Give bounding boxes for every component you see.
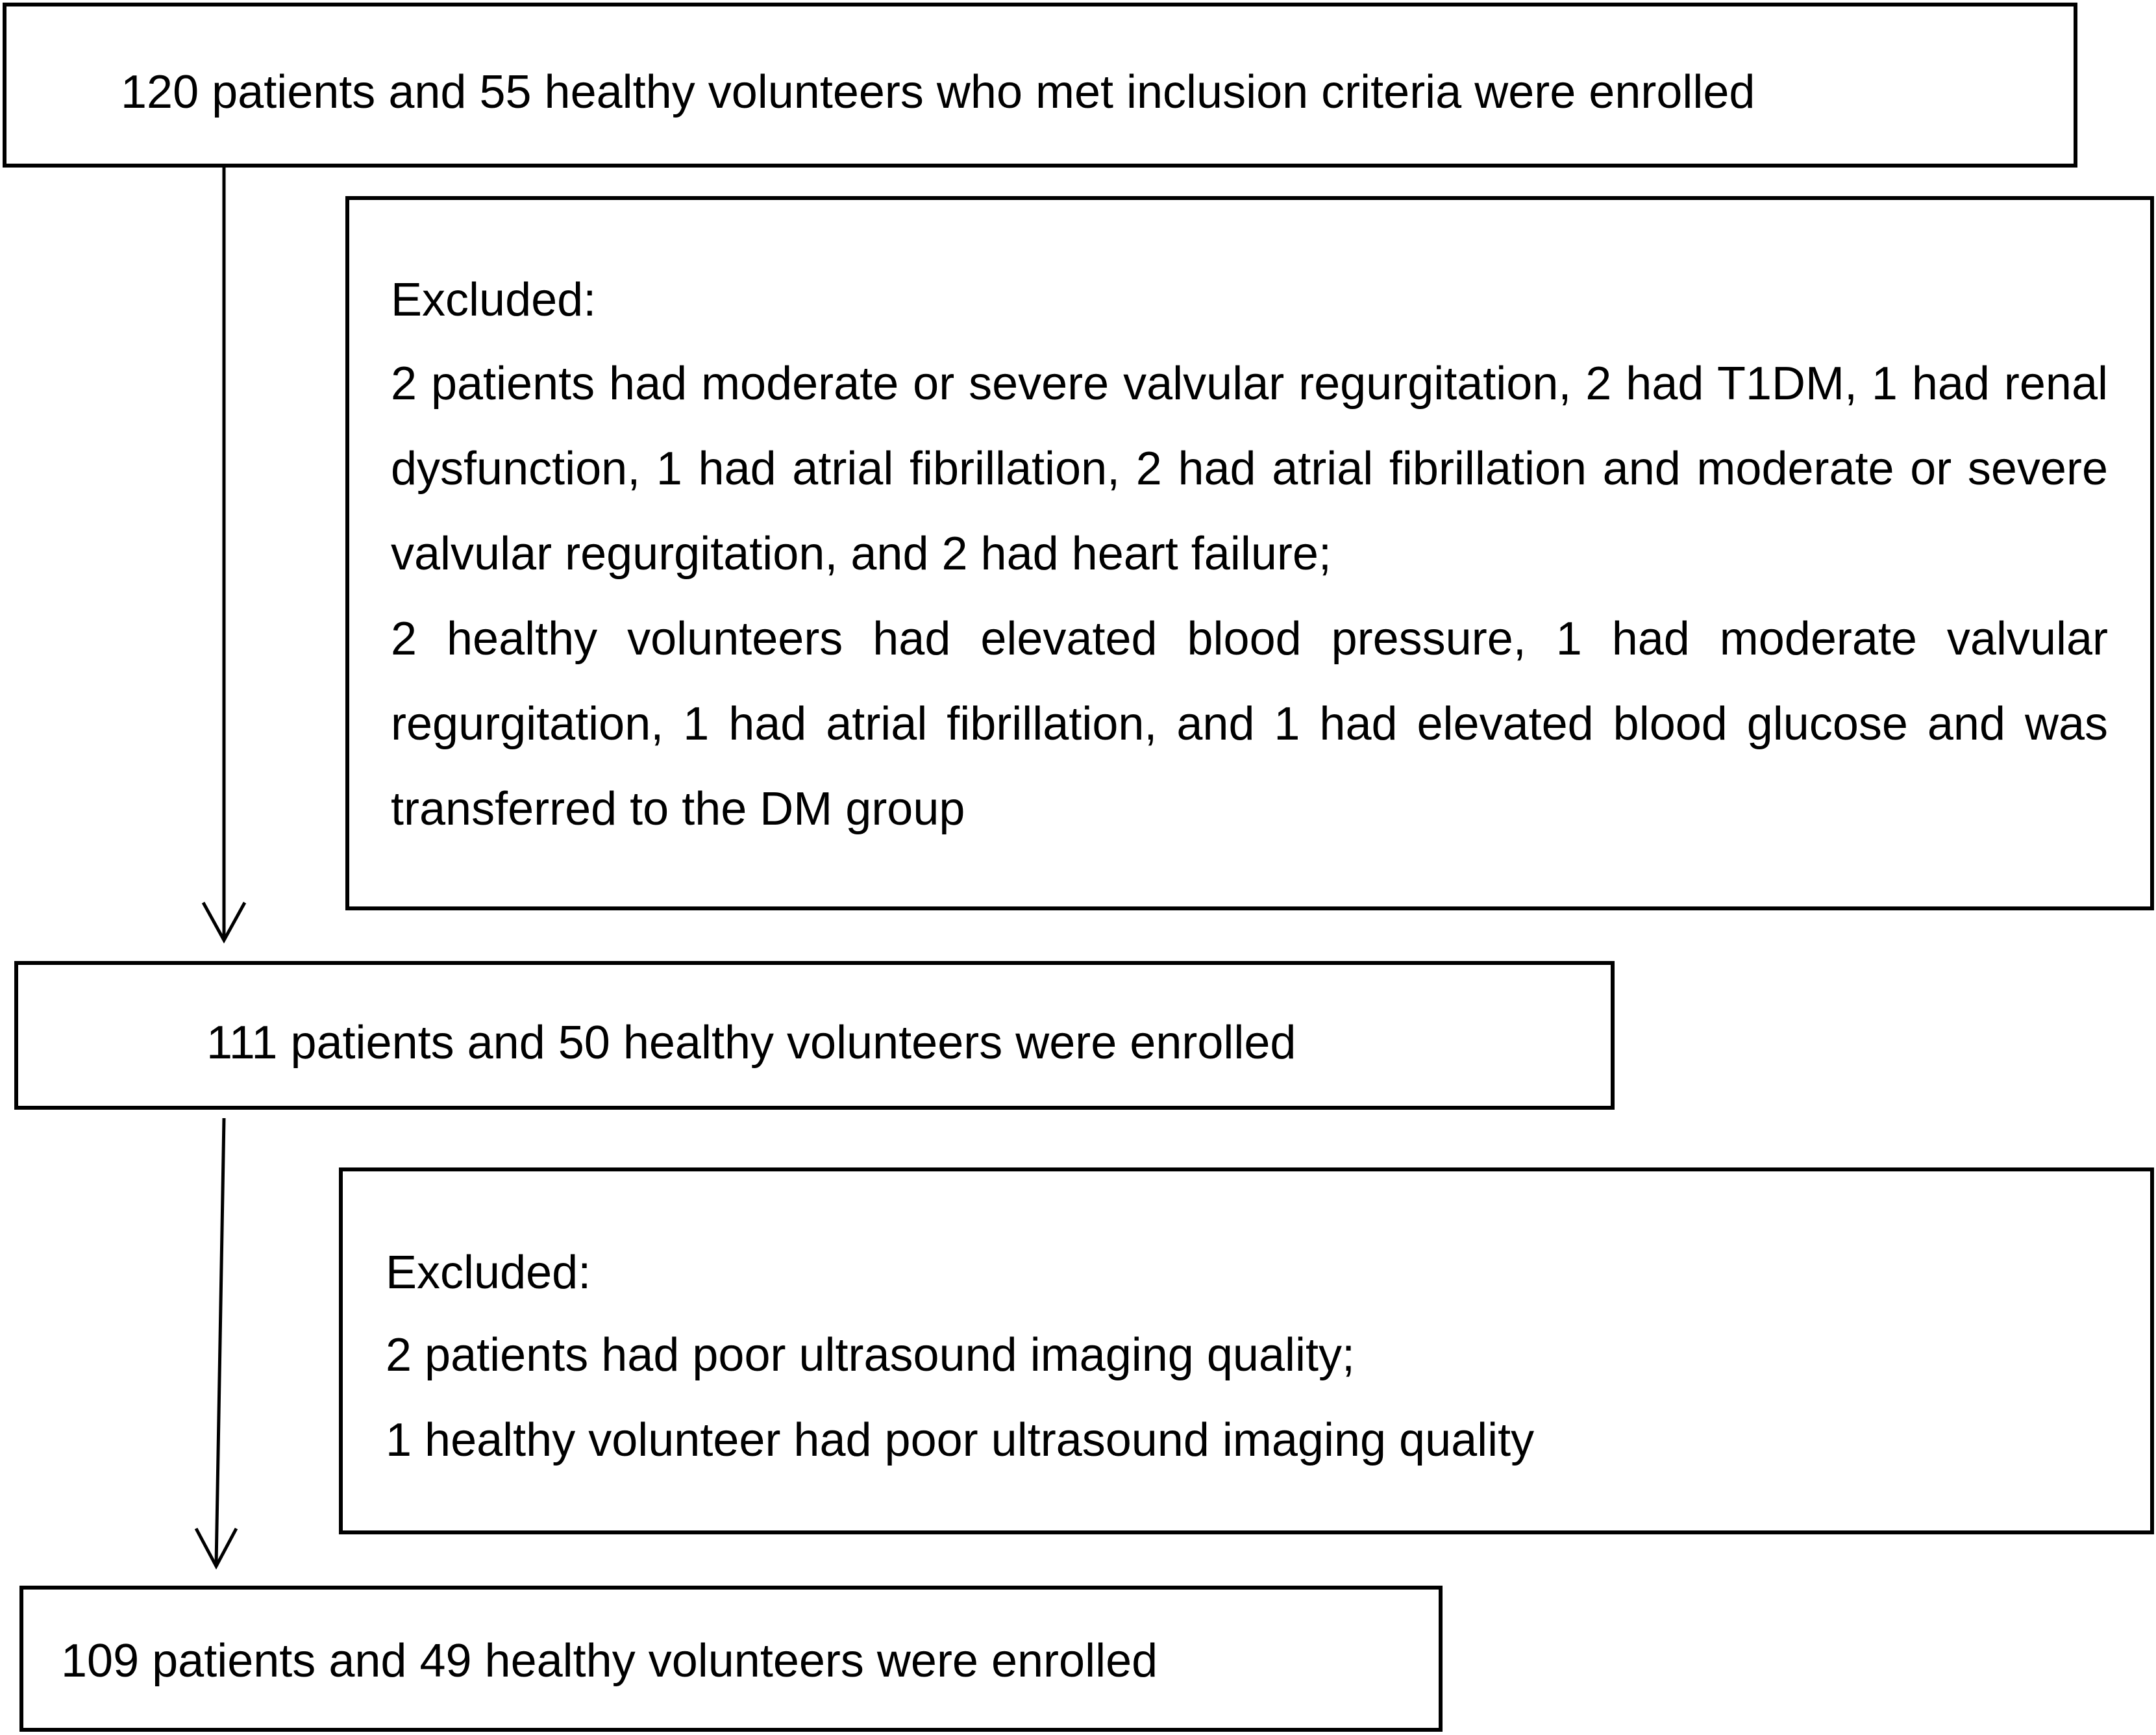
enrollment-box-initial — [3, 3, 2077, 168]
arrow-head-1 — [203, 903, 245, 940]
arrow-head-2 — [196, 1529, 236, 1566]
enrollment-initial-text: 120 patients and 55 healthy volunteers who met inclusion criteria were enrolled — [121, 66, 1755, 118]
enrollment-second-text: 111 patients and 50 healthy volunteers were enrolled — [206, 1017, 1296, 1069]
exclusion-box-second — [339, 1167, 2154, 1534]
exclusion-first-body — [391, 342, 2108, 852]
exclusion-second-patients: 2 patients had poor ultrasound imaging quality; — [386, 1329, 1355, 1381]
enrollment-final-text: 109 patients and 49 healthy volunteers were enrolled — [61, 1635, 1158, 1687]
enrollment-box-final — [19, 1586, 1443, 1732]
arrow-step2-to-step3 — [196, 1118, 236, 1566]
exclusion-box-first — [345, 196, 2154, 910]
arrow-shaft-2 — [216, 1118, 224, 1565]
exclusion-first-volunteers: 2 healthy volunteers had elevated blood pressure, 1 had moderate valvular regurgitation, 1 had atrial fibrillation, and 1 had elevated blood glucose and was transferred to the DM group — [391, 613, 2108, 835]
exclusion-second-volunteers: 1 healthy volunteer had poor ultrasound imaging quality — [386, 1414, 1535, 1466]
exclusion-first-title: Excluded: — [391, 274, 597, 326]
arrow-step1-to-step2 — [203, 168, 245, 940]
exclusion-first-patients: 2 patients had moderate or severe valvular regurgitation, 2 had T1DM, 1 had renal dysfunction, 1 had atrial fibrillation, 2 had atrial fibrillation and moderate or severe valvular regurgitation, and 2 had heart failure; — [391, 358, 2108, 580]
enrollment-box-second — [14, 961, 1615, 1110]
exclusion-second-body — [386, 1313, 2074, 1483]
exclusion-second-title: Excluded: — [386, 1247, 591, 1299]
